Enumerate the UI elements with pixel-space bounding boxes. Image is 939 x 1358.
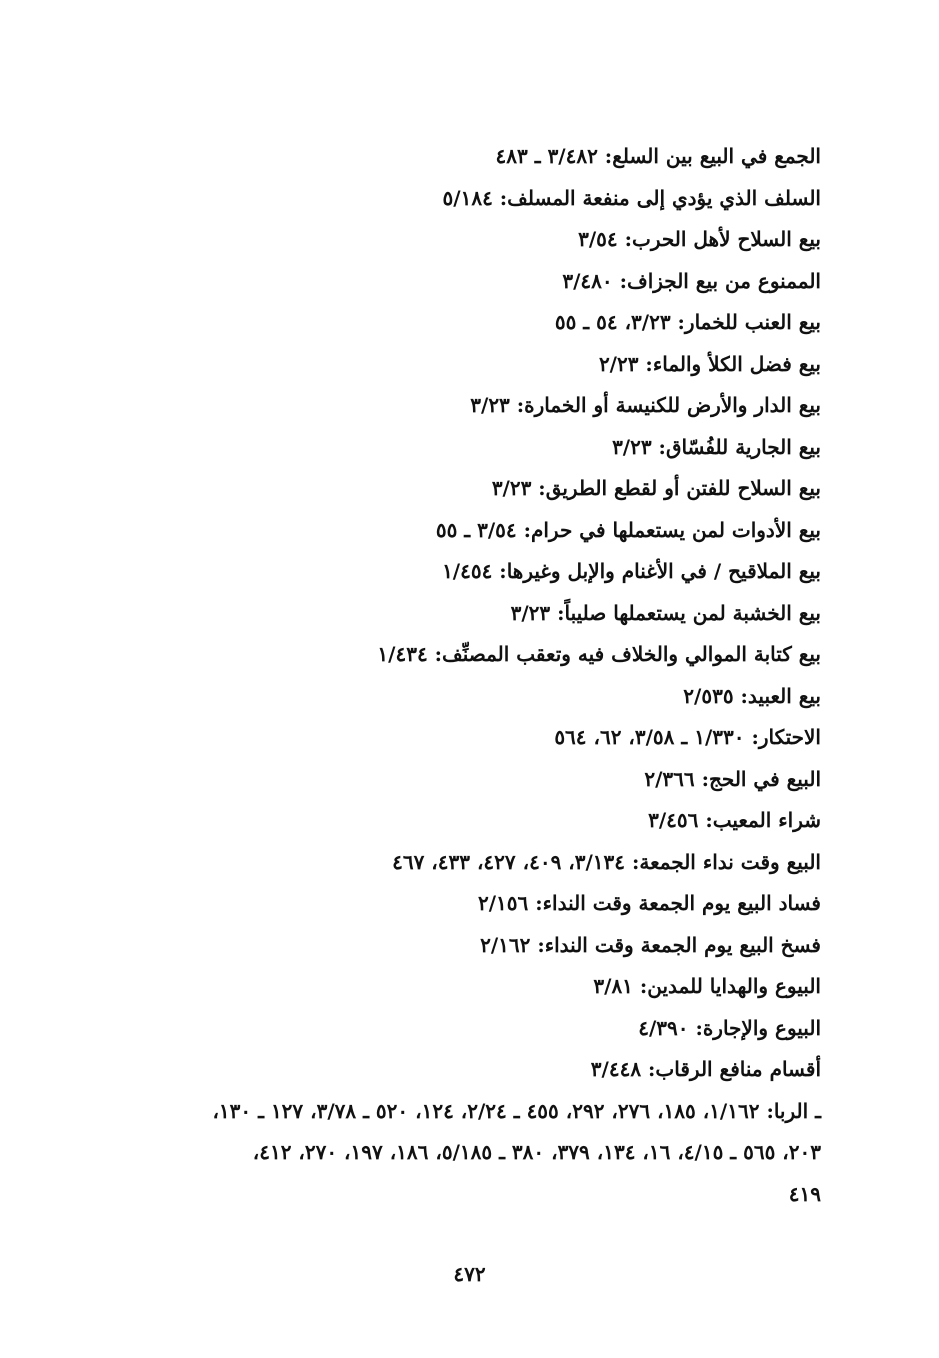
riba-entry-line-2: ٢٠٣، ٥٦٥ ـ ٤/١٥، ١٦، ١٣٤، ٣٧٩، ٣٨٠ ـ ٥/١٨٥، ١٨٦، ١٩٧، ٢٧٠، ٤١٢، [252, 1140, 821, 1164]
index-entry: شراء المعيب: ٣/٤٥٦ [648, 808, 821, 832]
index-entry: بيع العنب للخمار: ٣/٢٣، ٥٤ ـ ٥٥ [554, 310, 821, 334]
page-number: ٤٧٢ [453, 1262, 486, 1286]
index-entry: البيوع والإجارة: ٤/٣٩٠ [638, 1015, 821, 1040]
index-entry: بيع الخشبة لمن يستعملها صليباً: ٣/٢٣ [510, 600, 821, 625]
index-entry: البيع في الحج: ٢/٣٦٦ [644, 766, 821, 791]
riba-entry-line-3: ٤١٩ [788, 1181, 821, 1206]
index-entries [121, 136, 821, 1215]
riba-dash: ـ [815, 1098, 821, 1123]
index-entry: السلف الذي يؤدي إلى منفعة المسلف: ٥/١٨٤ [442, 185, 821, 210]
index-entry: بيع فضل الكلأ والماء: ٢/٢٣ [598, 351, 821, 376]
index-entry: بيع الجارية للفُسّاق: ٣/٢٣ [612, 434, 821, 459]
index-entry: أقسام منافع الرقاب: ٣/٤٤٨ [590, 1057, 821, 1081]
riba-heading: الربا: [766, 1098, 809, 1123]
index-entry: بيع السلاح لأهل الحرب: ٣/٥٤ [578, 227, 821, 251]
index-entry: الممنوع من بيع الجزاف: ٣/٤٨٠ [562, 268, 821, 293]
index-entry: بيع كتابة الموالي والخلاف فيه وتعقب المصنِّف: ١/٤٣٤ [377, 642, 821, 666]
index-entry: بيع الدار والأرض للكنيسة أو الخمارة: ٣/٢٣ [470, 393, 821, 417]
index-entry: بيع الملاقيح / في الأغنام والإبل وغيرها: ١/٤٥٤ [442, 559, 821, 583]
riba-entry-line-1 [121, 1091, 821, 1133]
index-entry: بيع العبيد: ٢/٥٣٥ [683, 683, 821, 708]
index-entry: الجمع في البيع بين السلع: ٣/٤٨٢ ـ ٤٨٣ [495, 144, 821, 168]
index-entry: بيع الأدوات لمن يستعملها في حرام: ٣/٥٤ ـ ٥٥ [435, 517, 821, 542]
index-entry: الاحتكار: ١/٣٣٠ ـ ٣/٥٨، ٦٢، ٥٦٤ [554, 725, 821, 749]
index-entry: فساد البيع يوم الجمعة وقت النداء: ٢/١٥٦ [478, 891, 821, 915]
index-entry: فسخ البيع يوم الجمعة وقت النداء: ٢/١٦٢ [480, 932, 821, 957]
riba-refs-1: ١/١٦٢، ١٨٥، ٢٧٦، ٢٩٢، ٤٥٥ ـ ٢/٢٤، ١٢٤، ٥٢٠ ـ ٣/٧٨، ١٢٧ ـ ١٣٠، [212, 1098, 760, 1123]
index-entry: بيع السلاح للفتن أو لقطع الطريق: ٣/٢٣ [491, 476, 821, 500]
index-entry: البيوع والهدايا للمدين: ٣/٨١ [593, 974, 821, 998]
index-entry: البيع وقت نداء الجمعة: ٣/١٣٤، ٤٠٩، ٤٢٧، ٤٣٣، ٤٦٧ [392, 849, 821, 874]
